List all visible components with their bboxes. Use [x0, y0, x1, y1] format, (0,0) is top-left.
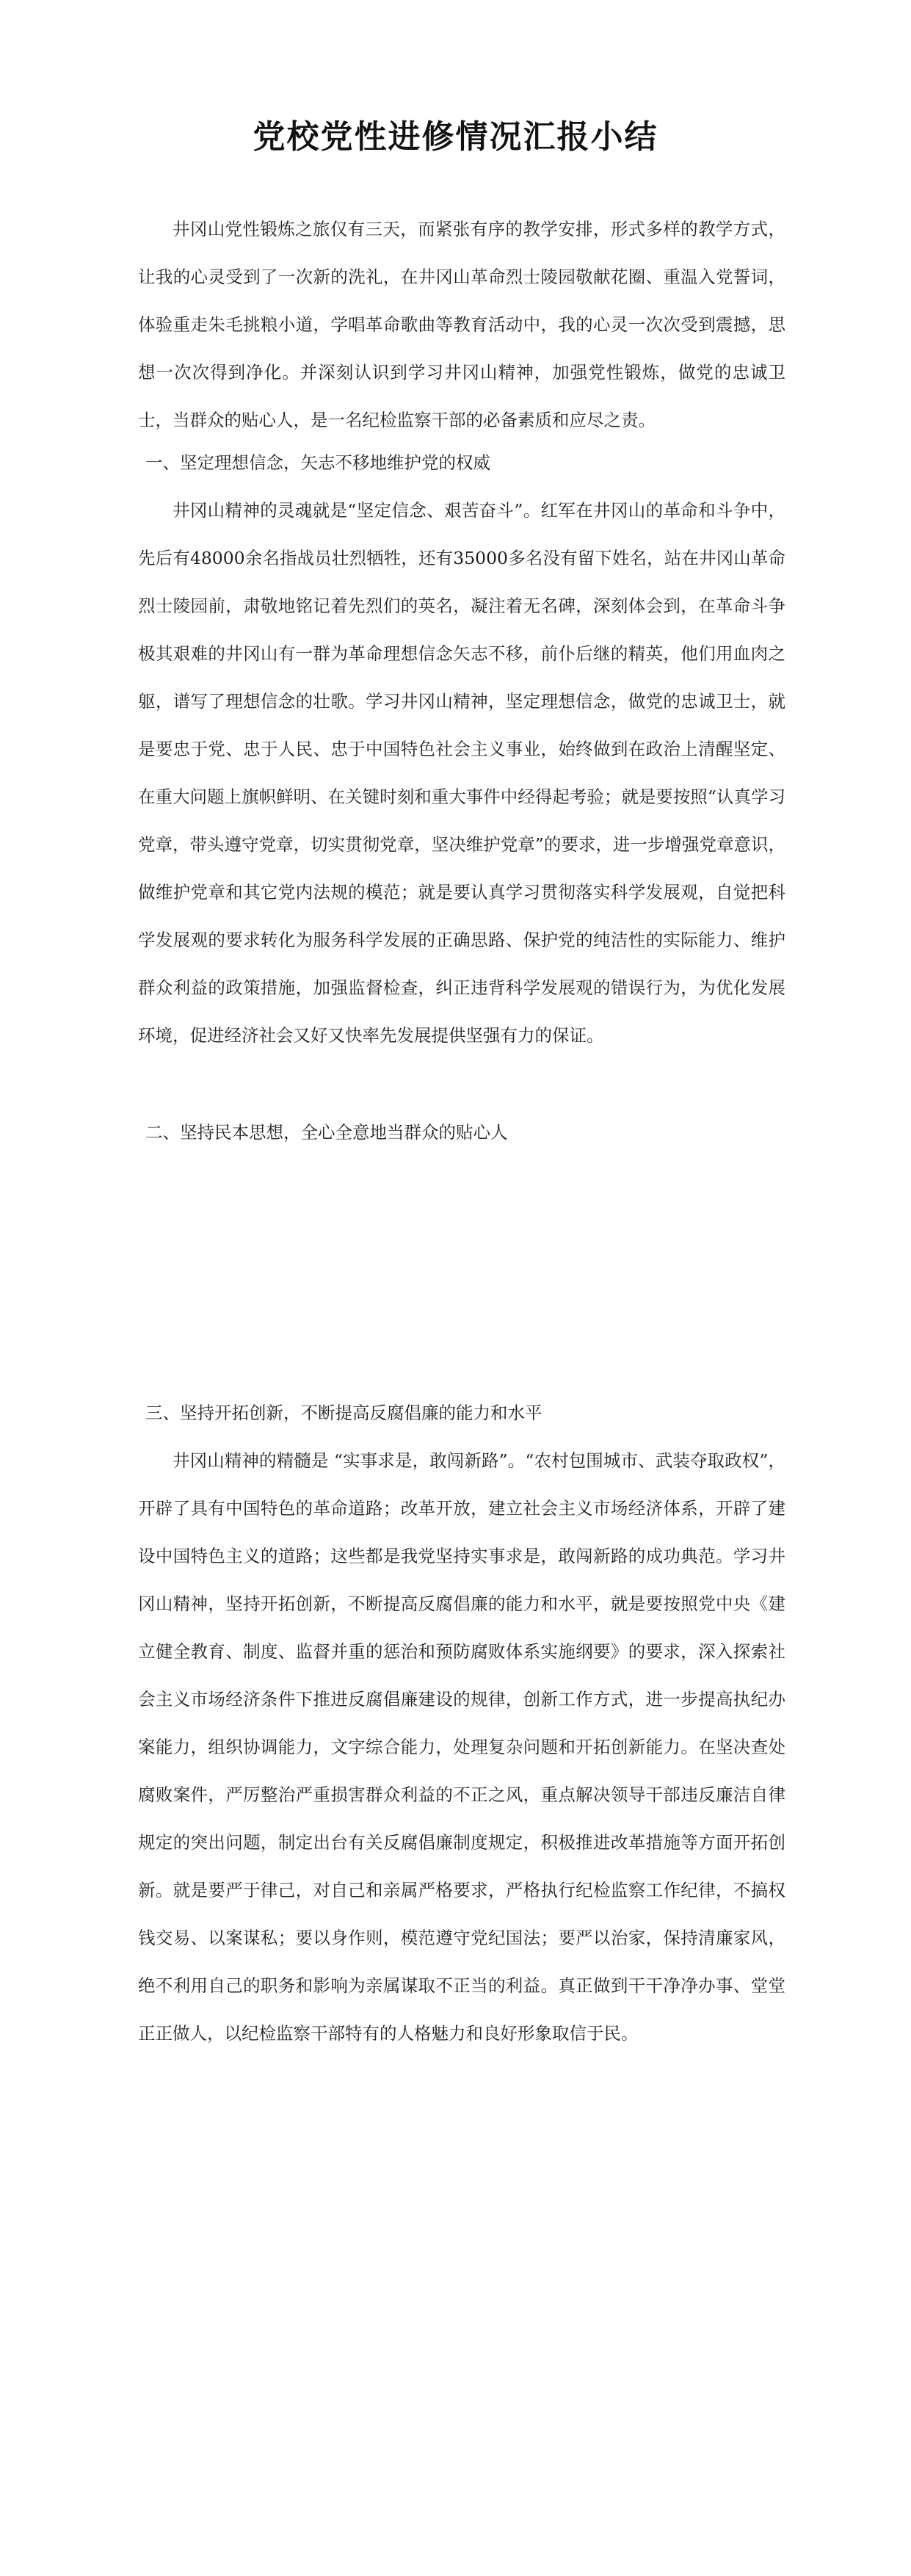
section-two: [138, 1109, 785, 1157]
document-title: 党校党性进修情况汇报小结: [253, 118, 658, 156]
section-two-heading: 二、坚持民本思想，全心全意地当群众的贴心人: [145, 1122, 508, 1143]
section-three: [138, 1389, 785, 2058]
section-one: [138, 439, 785, 1060]
intro-section: [138, 206, 785, 444]
section-three-heading: 三、坚持开拓创新，不断提高反腐倡廉的能力和水平: [145, 1403, 542, 1423]
section-one-paragraph: 井冈山精神的灵魂就是“坚定信念、艰苦奋斗”。红军在井冈山的革命和斗争中，先后有48000余名指战员壮烈牺牲，还有35000多名没有留下姓名，站在井冈山革命烈士陵园前，肃敬地铭记着先烈们的英名，凝注着无名碑，深刻体会到，在革命斗争极其艰难的井冈山有一群为革命理想信念矢志不移，前仆后继的精英，他们用血肉之躯，谱写了理想信念的壮歌。学习井冈山精神，坚定理想信念，做党的忠诚卫士，就是要忠于党、忠于人民、忠于中国特色社会主义事业，始终做到在政治上清醒坚定、在重大问题上旗帜鲜明、在关键时刻和重大事件中经得起考验；就是要按照“认真学习党章，带头遵守党章，切实贯彻党章，坚决维护党章”的要求，进一步增强党章意识，做维护党章和其它党内法规的模范；就是要认真学习贯彻落实科学发展观，自觉把科学发展观的要求转化为服务科学发展的正确思路、保护党的纯洁性的实际能力、维护群众利益的政策措施，加强监督检查，纠正违背科学发展观的错误行为，为优化发展环境，促进经济社会又好又快率先发展提供坚强有力的保证。: [138, 500, 785, 1046]
section-one-heading: 一、坚定理想信念，矢志不移地维护党的权威: [145, 452, 490, 473]
intro-paragraph: 井冈山党性锻炼之旅仅有三天，而紧张有序的教学安排，形式多样的教学方式，让我的心灵受到了一次新的洗礼，在井冈山革命烈士陵园敬献花圈、重温入党誓词，体验重走朱毛挑粮小道，学唱革命歌曲等教育活动中，我的心灵一次次受到震撼，思想一次次得到净化。并深刻认识到学习井冈山精神，加强党性锻炼，做党的忠诚卫士，当群众的贴心人，是一名纪检监察干部的必备素质和应尽之责。: [138, 219, 785, 430]
section-three-paragraph: 井冈山精神的精髓是 “实事求是，敢闯新路”。“农村包围城市、武装夺取政权”，开辟了具有中国特色的革命道路；改革开放，建立社会主义市场经济体系，开辟了建设中国特色主义的道路；这些都是我党坚持实事求是，敢闯新路的成功典范。学习井冈山精神，坚持开拓创新，不断提高反腐倡廉的能力和水平，就是要按照党中央《建立健全教育、制度、监督并重的惩治和预防腐败体系实施纲要》的要求，深入探索社会主义市场经济条件下推进反腐倡廉建设的规律，创新工作方式，进一步提高执纪办案能力，组织协调能力，文字综合能力，处理复杂问题和开拓创新能力。在坚决查处腐败案件，严厉整治严重损害群众利益的不正之风，重点解决领导干部违反廉洁自律规定的突出问题，制定出台有关反腐倡廉制度规定，积极推进改革措施等方面开拓创新。就是要严于律己，对自己和亲属严格要求，严格执行纪检监察工作纪律，不搞权钱交易、以案谋私；要以身作则，模范遵守党纪国法；要严以治家，保持清廉家风，绝不利用自己的职务和影响为亲属谋取不正当的利益。真正做到干干净净办事、堂堂正正做人，以纪检监察干部特有的人格魅力和良好形象取信于民。: [138, 1450, 785, 2044]
